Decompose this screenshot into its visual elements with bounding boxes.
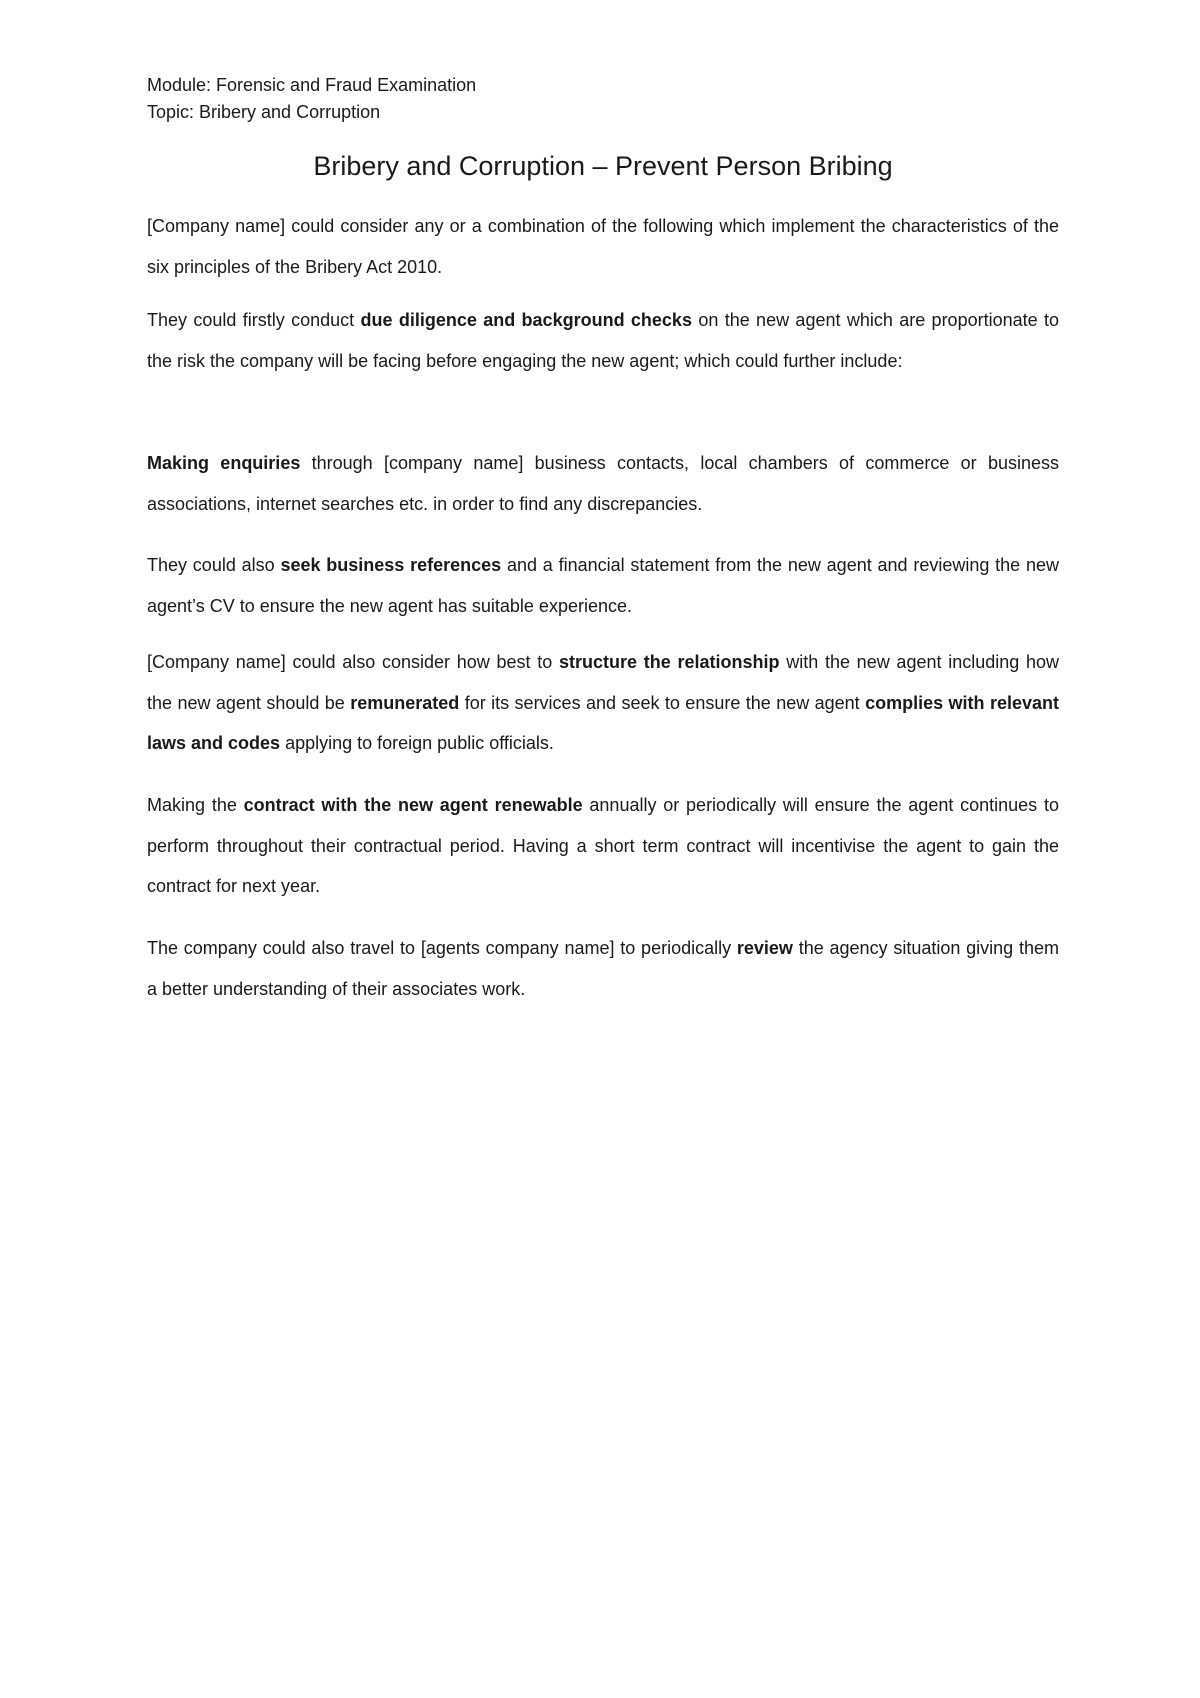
page-title: Bribery and Corruption – Prevent Person Bribing	[313, 151, 893, 181]
paragraph-text: They could also	[147, 555, 281, 575]
bold-phrase: due diligence and background checks	[360, 310, 692, 330]
paragraph-references	[147, 545, 1059, 626]
paragraph-text: for its services and seek to ensure the new agent	[459, 692, 866, 713]
bold-phrase: contract with the new agent renewable	[243, 795, 583, 815]
module-line: Module: Forensic and Fraud Examination	[147, 75, 477, 95]
document-header	[147, 72, 476, 126]
bold-phrase: Making enquiries	[147, 453, 301, 473]
paragraph-contract	[147, 785, 1059, 907]
bold-phrase: review	[736, 938, 793, 958]
paragraph-text: The company could also travel to [agents company name] to periodically	[147, 938, 737, 958]
paragraph-text: the agency situation giving them a better understanding of their associates work.	[147, 938, 1059, 999]
paragraph-text: and a financial statement from the new agent and reviewing the new agent’s CV to ensure the new agent has suitable experience.	[147, 555, 1059, 616]
paragraph-text: with the new agent including how the new agent should be	[147, 652, 1059, 713]
bold-phrase: structure the relationship	[559, 652, 780, 672]
bold-phrase: seek business references	[280, 555, 502, 575]
paragraph-relationship	[147, 642, 1059, 764]
paragraph-text: [Company name] could also consider how best to	[147, 652, 559, 672]
paragraph-text: annually or periodically will ensure the agent continues to perform throughout their contractual period. Having a short term contract will incentivise the agent to gain the contract for next year.	[147, 795, 1059, 896]
paragraph-text: on the new agent which are proportionate to the risk the company will be facing before engaging the new agent; which could further include:	[147, 310, 1059, 371]
bold-phrase: remunerated	[350, 692, 460, 713]
paragraph-text: through [company name] business contacts, local chambers of commerce or business associations, internet searches etc. in order to find any discrepancies.	[147, 453, 1059, 514]
paragraph-intro	[147, 206, 1059, 287]
paragraph-text: [Company name] could consider any or a combination of the following which implement the characteristics of the six principles of the Bribery Act 2010.	[147, 216, 1059, 277]
paragraph-text: They could firstly conduct	[147, 310, 361, 330]
paragraph-review	[147, 928, 1059, 1009]
topic-line: Topic: Bribery and Corruption	[147, 102, 381, 122]
paragraph-text: applying to foreign public officials.	[280, 733, 554, 753]
bold-phrase: complies with relevant laws and codes	[147, 692, 1060, 753]
paragraph-enquiries	[147, 443, 1059, 524]
paragraph-text: Making the	[147, 795, 244, 815]
paragraph-due-diligence	[147, 300, 1059, 381]
